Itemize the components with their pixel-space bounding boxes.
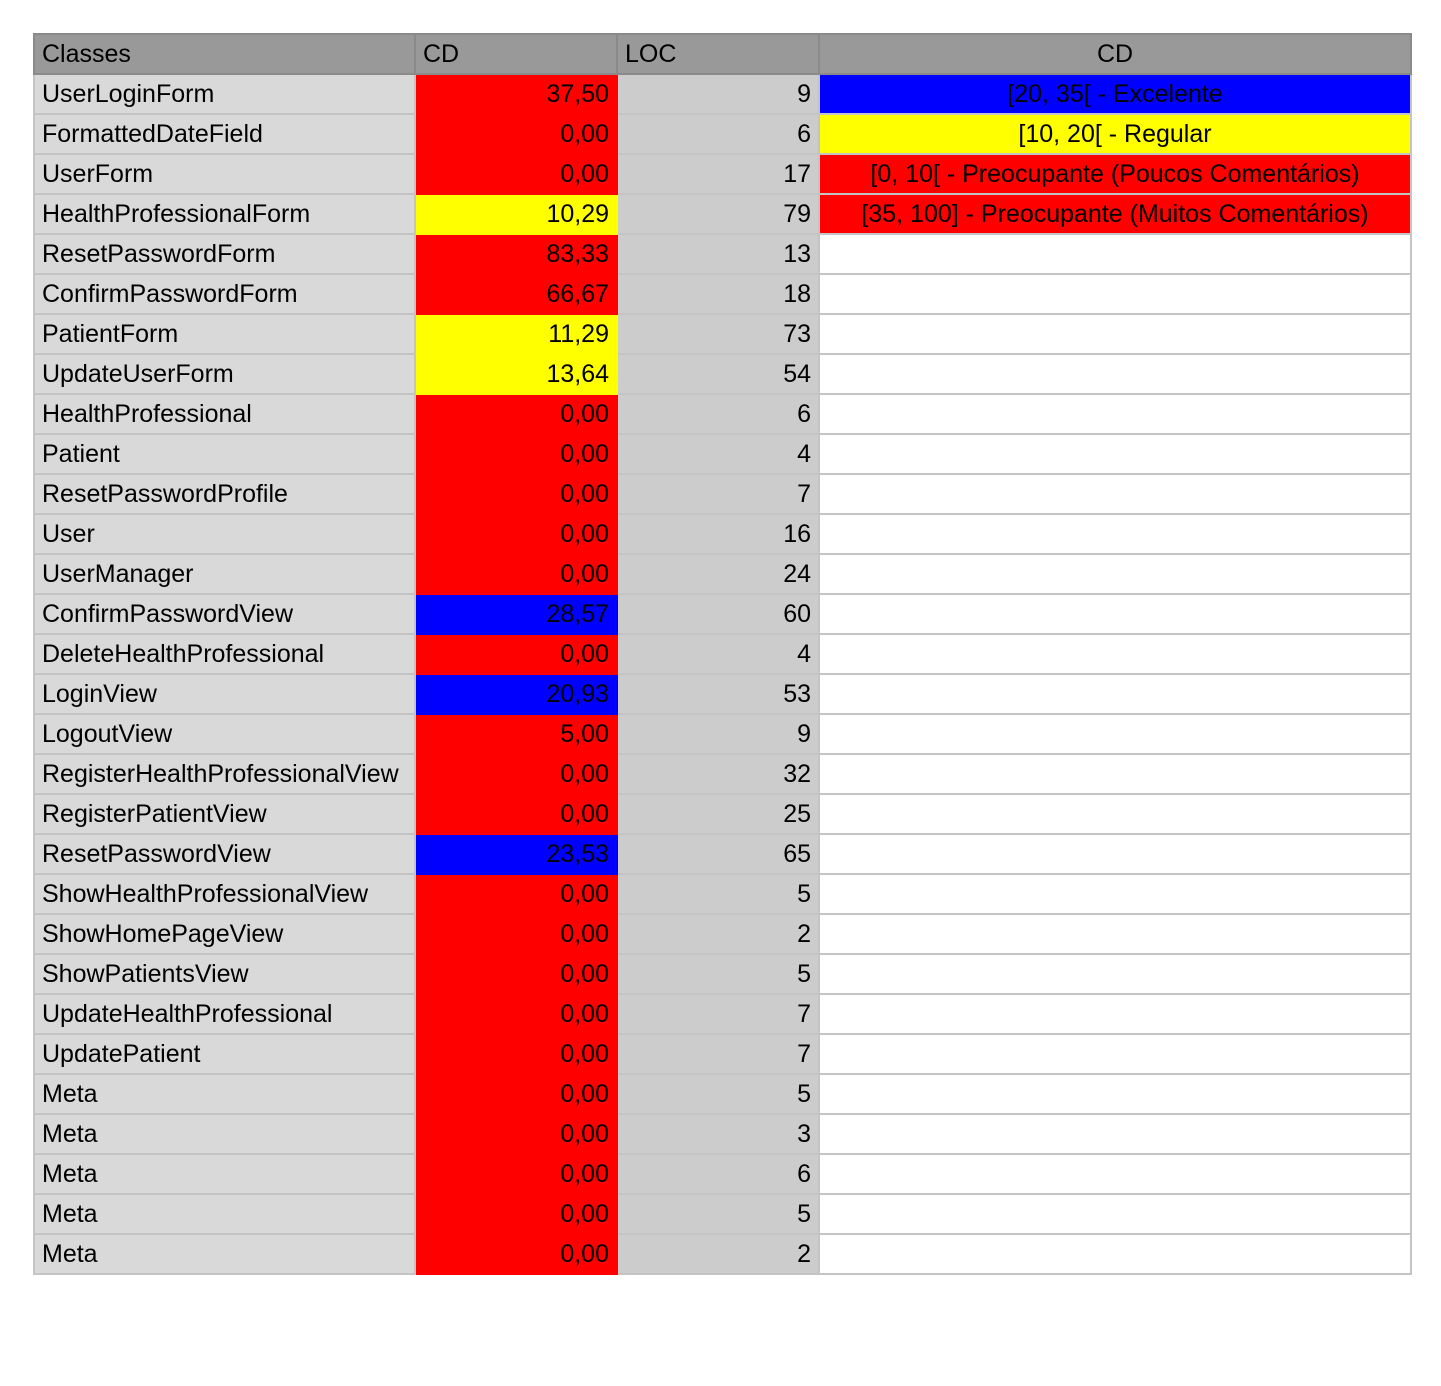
- empty-cell: [819, 914, 1411, 954]
- loc-value-cell: 7: [617, 474, 819, 514]
- cd-value-cell: 0,00: [415, 394, 617, 434]
- class-name-cell: ShowPatientsView: [34, 954, 415, 994]
- empty-cell: [819, 1234, 1411, 1274]
- table-row: [34, 714, 1411, 754]
- cd-value-cell: 0,00: [415, 1114, 617, 1154]
- loc-value-cell: 32: [617, 754, 819, 794]
- cd-value-cell: 10,29: [415, 194, 617, 234]
- class-name-cell: RegisterPatientView: [34, 794, 415, 834]
- header-legend: CD: [819, 34, 1411, 74]
- cd-value-cell: 0,00: [415, 554, 617, 594]
- empty-cell: [819, 754, 1411, 794]
- loc-value-cell: 60: [617, 594, 819, 634]
- table-row: [34, 234, 1411, 274]
- cd-value-cell: 28,57: [415, 594, 617, 634]
- table-row: [34, 394, 1411, 434]
- table-row: [34, 954, 1411, 994]
- cd-value-cell: 0,00: [415, 754, 617, 794]
- loc-value-cell: 73: [617, 314, 819, 354]
- empty-cell: [819, 954, 1411, 994]
- class-name-cell: Meta: [34, 1074, 415, 1114]
- table-row: [34, 354, 1411, 394]
- empty-cell: [819, 834, 1411, 874]
- empty-cell: [819, 1114, 1411, 1154]
- cd-value-cell: 0,00: [415, 154, 617, 194]
- class-name-cell: User: [34, 514, 415, 554]
- table-row: [34, 1034, 1411, 1074]
- cd-value-cell: 0,00: [415, 634, 617, 674]
- cd-value-cell: 13,64: [415, 354, 617, 394]
- loc-value-cell: 65: [617, 834, 819, 874]
- table-row: [34, 314, 1411, 354]
- empty-cell: [819, 354, 1411, 394]
- loc-value-cell: 9: [617, 74, 819, 114]
- class-name-cell: Meta: [34, 1234, 415, 1274]
- table-row: [34, 114, 1411, 154]
- table-row: [34, 994, 1411, 1034]
- table-row: [34, 74, 1411, 114]
- table-row: [34, 914, 1411, 954]
- table-row: [34, 554, 1411, 594]
- cd-value-cell: 5,00: [415, 714, 617, 754]
- cd-value-cell: 0,00: [415, 1234, 617, 1274]
- class-name-cell: ConfirmPasswordForm: [34, 274, 415, 314]
- table-row: [34, 474, 1411, 514]
- loc-value-cell: 5: [617, 954, 819, 994]
- header-cd: CD: [415, 34, 617, 74]
- empty-cell: [819, 1194, 1411, 1234]
- cd-value-cell: 20,93: [415, 674, 617, 714]
- class-name-cell: UserManager: [34, 554, 415, 594]
- legend-item-regular: [10, 20[ - Regular: [819, 114, 1411, 154]
- cd-value-cell: 0,00: [415, 1194, 617, 1234]
- table-row: [34, 1234, 1411, 1274]
- loc-value-cell: 7: [617, 994, 819, 1034]
- loc-value-cell: 5: [617, 1074, 819, 1114]
- class-name-cell: ConfirmPasswordView: [34, 594, 415, 634]
- cd-metrics-table: [33, 33, 1412, 1275]
- class-name-cell: Meta: [34, 1194, 415, 1234]
- legend-item-excelente: [20, 35[ - Excelente: [819, 74, 1411, 114]
- table-row: [34, 834, 1411, 874]
- loc-value-cell: 5: [617, 1194, 819, 1234]
- loc-value-cell: 79: [617, 194, 819, 234]
- header-loc: LOC: [617, 34, 819, 74]
- loc-value-cell: 7: [617, 1034, 819, 1074]
- empty-cell: [819, 234, 1411, 274]
- table-row: [34, 874, 1411, 914]
- table-row: [34, 754, 1411, 794]
- table-row: [34, 634, 1411, 674]
- legend-item-preocupante: [0, 10[ - Preocupante (Poucos Comentários): [819, 154, 1411, 194]
- loc-value-cell: 2: [617, 914, 819, 954]
- cd-value-cell: 0,00: [415, 994, 617, 1034]
- class-name-cell: PatientForm: [34, 314, 415, 354]
- loc-value-cell: 25: [617, 794, 819, 834]
- empty-cell: [819, 274, 1411, 314]
- loc-value-cell: 6: [617, 114, 819, 154]
- loc-value-cell: 2: [617, 1234, 819, 1274]
- empty-cell: [819, 1154, 1411, 1194]
- loc-value-cell: 17: [617, 154, 819, 194]
- empty-cell: [819, 1034, 1411, 1074]
- cd-value-cell: 83,33: [415, 234, 617, 274]
- table-row: [34, 434, 1411, 474]
- table-row: [34, 514, 1411, 554]
- class-name-cell: UpdateUserForm: [34, 354, 415, 394]
- empty-cell: [819, 994, 1411, 1034]
- cd-value-cell: 0,00: [415, 794, 617, 834]
- class-name-cell: ResetPasswordForm: [34, 234, 415, 274]
- class-name-cell: UserForm: [34, 154, 415, 194]
- empty-cell: [819, 794, 1411, 834]
- loc-value-cell: 16: [617, 514, 819, 554]
- cd-value-cell: 0,00: [415, 114, 617, 154]
- table-row: [34, 274, 1411, 314]
- cd-value-cell: 0,00: [415, 914, 617, 954]
- header-classes: Classes: [34, 34, 415, 74]
- legend-item-preocupante: [35, 100] - Preocupante (Muitos Comentários): [819, 194, 1411, 234]
- loc-value-cell: 4: [617, 634, 819, 674]
- empty-cell: [819, 674, 1411, 714]
- empty-cell: [819, 714, 1411, 754]
- table-row: [34, 1194, 1411, 1234]
- table-row: [34, 794, 1411, 834]
- header-row: [34, 34, 1411, 74]
- table-row: [34, 1154, 1411, 1194]
- table-row: [34, 154, 1411, 194]
- loc-value-cell: 6: [617, 394, 819, 434]
- loc-value-cell: 6: [617, 1154, 819, 1194]
- class-name-cell: FormattedDateField: [34, 114, 415, 154]
- class-name-cell: ResetPasswordView: [34, 834, 415, 874]
- class-name-cell: ResetPasswordProfile: [34, 474, 415, 514]
- class-name-cell: Meta: [34, 1114, 415, 1154]
- table-row: [34, 674, 1411, 714]
- cd-value-cell: 23,53: [415, 834, 617, 874]
- loc-value-cell: 53: [617, 674, 819, 714]
- loc-value-cell: 13: [617, 234, 819, 274]
- loc-value-cell: 18: [617, 274, 819, 314]
- class-name-cell: Meta: [34, 1154, 415, 1194]
- class-name-cell: UpdateHealthProfessional: [34, 994, 415, 1034]
- class-name-cell: Patient: [34, 434, 415, 474]
- cd-value-cell: 66,67: [415, 274, 617, 314]
- class-name-cell: LoginView: [34, 674, 415, 714]
- cd-value-cell: 11,29: [415, 314, 617, 354]
- loc-value-cell: 54: [617, 354, 819, 394]
- table-row: [34, 594, 1411, 634]
- empty-cell: [819, 394, 1411, 434]
- cd-value-cell: 0,00: [415, 474, 617, 514]
- empty-cell: [819, 314, 1411, 354]
- empty-cell: [819, 874, 1411, 914]
- table-row: [34, 1074, 1411, 1114]
- cd-value-cell: 0,00: [415, 514, 617, 554]
- table-row: [34, 194, 1411, 234]
- cd-value-cell: 0,00: [415, 1034, 617, 1074]
- table-row: [34, 1114, 1411, 1154]
- cd-value-cell: 0,00: [415, 874, 617, 914]
- loc-value-cell: 5: [617, 874, 819, 914]
- table-body: [34, 74, 1411, 1274]
- class-name-cell: HealthProfessional: [34, 394, 415, 434]
- loc-value-cell: 24: [617, 554, 819, 594]
- class-name-cell: HealthProfessionalForm: [34, 194, 415, 234]
- empty-cell: [819, 594, 1411, 634]
- class-name-cell: ShowHomePageView: [34, 914, 415, 954]
- class-name-cell: UserLoginForm: [34, 74, 415, 114]
- empty-cell: [819, 1074, 1411, 1114]
- class-name-cell: UpdatePatient: [34, 1034, 415, 1074]
- loc-value-cell: 4: [617, 434, 819, 474]
- cd-value-cell: 0,00: [415, 1074, 617, 1114]
- loc-value-cell: 9: [617, 714, 819, 754]
- empty-cell: [819, 634, 1411, 674]
- class-name-cell: ShowHealthProfessionalView: [34, 874, 415, 914]
- empty-cell: [819, 434, 1411, 474]
- class-name-cell: RegisterHealthProfessionalView: [34, 754, 415, 794]
- cd-value-cell: 0,00: [415, 1154, 617, 1194]
- empty-cell: [819, 514, 1411, 554]
- class-name-cell: DeleteHealthProfessional: [34, 634, 415, 674]
- cd-value-cell: 37,50: [415, 74, 617, 114]
- class-name-cell: LogoutView: [34, 714, 415, 754]
- cd-value-cell: 0,00: [415, 954, 617, 994]
- loc-value-cell: 3: [617, 1114, 819, 1154]
- cd-value-cell: 0,00: [415, 434, 617, 474]
- empty-cell: [819, 474, 1411, 514]
- empty-cell: [819, 554, 1411, 594]
